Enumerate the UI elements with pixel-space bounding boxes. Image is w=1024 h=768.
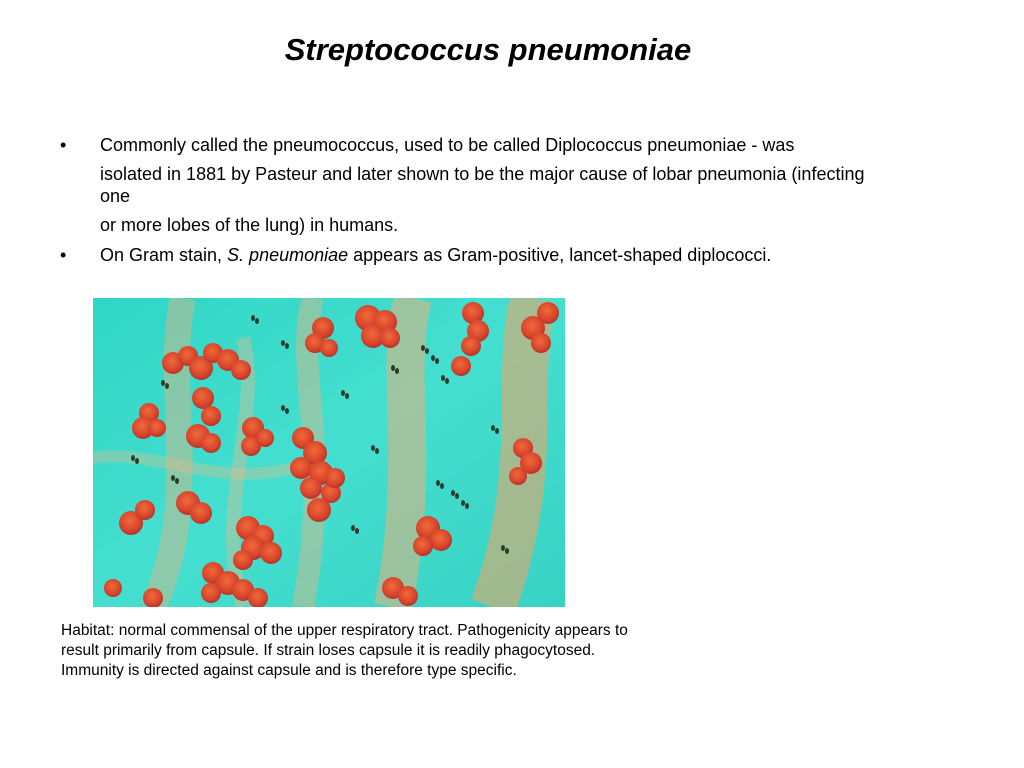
bullet-text [100,244,888,266]
bullet-list [58,134,888,266]
micrograph-image [93,298,565,607]
habitat-caption: Habitat: normal commensal of the upper respiratory tract. Pathogenicity appears to result primarily from capsule. If strain loses capsule it is readily phagocytosed. Immunity is directed against capsule and is therefore type specific. [61,622,628,679]
bullet-text [100,134,888,244]
bullet-item-history [58,134,888,244]
bullet-marker: • [60,135,67,155]
bullet-text-suffix: appears as Gram-positive, lancet-shaped diplococci. [348,245,772,265]
bullet-line: isolated in 1881 by Pasteur and later shown to be the major cause of lobar pneumonia (infecting one [100,164,865,206]
bullet-line: Commonly called the pneumococcus, used to be called Diplococcus pneumoniae - was [100,135,795,155]
bullet-text-italic: S. pneumoniae [227,245,349,265]
bullet-item-gram-stain [58,244,888,266]
bullet-marker: • [60,245,67,265]
slide-title: Streptococcus pneumoniae [284,32,692,67]
micrograph-illustration [93,298,565,607]
bullet-line: or more lobes of the lung) in humans. [100,215,399,235]
bullet-text-prefix: On Gram stain, [100,245,228,265]
